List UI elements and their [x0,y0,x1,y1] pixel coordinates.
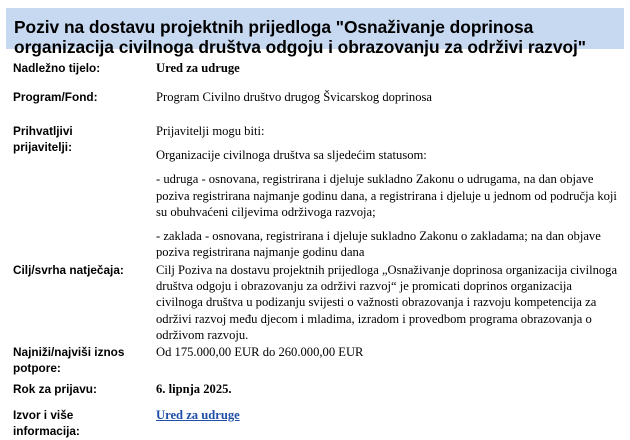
value-amount: Od 175.000,00 EUR do 260.000,00 EUR [156,345,364,359]
label-program: Program/Fond: [13,90,98,104]
value-program: Program Civilno društvo drugog Švicarskog doprinosa [156,90,432,104]
applicants-item-foundation: - zaklada - osnovana, registrirana i djeluje sukladno Zakonu o zakladama; na dan objave poziva registrirana najmanje godinu dana [156,229,601,260]
applicants-item-association: - udruga - osnovana, registrirana i djeluje sukladno Zakonu o udrugama, na dan objave poziva registrirana najmanje godinu dana, a registrirana i djeluje u jednom od područja koji su obuhvaćeni ciljevima održivoga razvoja; [156,172,617,219]
label-deadline: Rok za prijavu: [13,382,97,396]
label-amount: Najniži/najviši iznos potpore: [13,345,125,375]
value-source [156,407,618,423]
value-deadline: 6. lipnja 2025. [156,382,232,396]
label-goal: Cilj/svrha natječaja: [13,263,124,277]
applicants-intro: Prijavitelji mogu biti: [156,124,265,138]
label-body: Nadležno tijelo: [13,61,101,75]
source-link[interactable]: Ured za udruge [156,408,240,422]
value-applicants [156,123,618,260]
value-body: Ured za udruge [156,61,240,75]
applicants-status-intro: Organizacije civilnoga društva sa sljedećim statusom: [156,148,427,163]
label-source: Izvor i više informacija: [13,408,80,438]
label-applicants: Prihvatljivi prijavitelji: [13,124,73,154]
title-bar [6,8,624,57]
value-goal: Cilj Poziva na dostavu projektnih prijedloga „Osnaživanje doprinosa organizacija civilnoga društva odgoju i obrazovanju za održivi razvoj“ je promicati doprinos organizacija civilnoga društva u podizanju svijesti o važnosti obrazovanja i razvoju kompetencija za održivi razvoj među djecom i mladima, izradom i provedbom programa obrazovanja o održivom razvoju. [156,263,618,342]
page-title: Poziv na dostavu projektnih prijedloga "Osnaživanje doprinosa organizacija civilnoga društva odgoju i obrazovanju za održivi razvoj" [14,17,586,57]
